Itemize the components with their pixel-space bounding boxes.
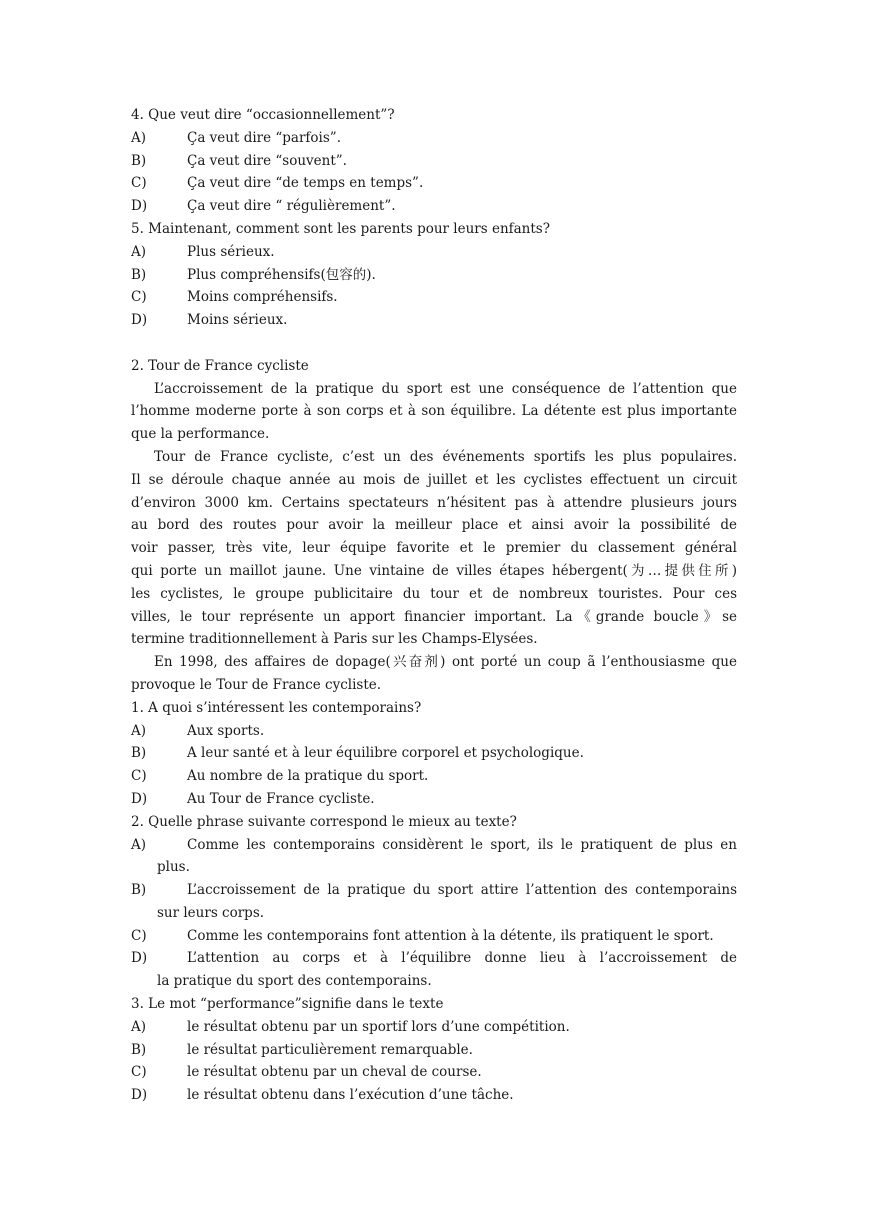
option-d	[131, 788, 737, 811]
paragraph-line: qui porte un maillot jaune. Une vintaine de villes étapes hébergent(为…提供住所)	[131, 562, 737, 579]
option-letter: B)	[131, 266, 147, 283]
paragraph-line: termine traditionnellement à Paris sur les Champs-Elysées.	[131, 631, 538, 648]
option-letter: B)	[131, 152, 147, 169]
option-letter: D)	[131, 312, 148, 329]
option-d	[131, 309, 737, 332]
option-text: Comme les contemporains font attention à la détente, ils pratiquent le sport.	[187, 927, 714, 944]
paragraph-line: L’accroissement de la pratique du sport est une conséquence de l’attention que	[154, 380, 737, 397]
option-text: Ça veut dire “ régulièrement”.	[187, 198, 396, 215]
paragraph-line: Tour de France cycliste, c’est un des événements sportifs les plus populaires.	[154, 448, 737, 465]
question-5: 5. Maintenant, comment sont les parents pour leurs enfants?	[131, 220, 550, 237]
paragraph-line: d’environ 3000 km. Certains spectateurs n’hésitent pas à attendre plusieurs jours	[131, 494, 737, 511]
option-letter: C)	[131, 175, 147, 192]
option-text: Plus sérieux.	[187, 243, 275, 260]
option-text: Au Tour de France cycliste.	[187, 790, 375, 807]
section-heading: 2. Tour de France cycliste	[131, 357, 309, 374]
option-d	[131, 195, 737, 218]
option-c	[131, 286, 737, 309]
option-letter: A)	[131, 1018, 147, 1035]
option-a	[131, 1016, 737, 1039]
option-text-continued: plus.	[157, 859, 190, 876]
option-c	[131, 172, 737, 195]
option-a	[131, 834, 737, 880]
option-letter: C)	[131, 1064, 147, 1081]
option-letter: B)	[131, 745, 147, 762]
paragraph-line: que la performance.	[131, 426, 270, 443]
paragraph-line: les cyclistes, le groupe publicitaire du tour et de nombreux touristes. Pour ces	[131, 585, 737, 602]
option-d	[131, 1084, 737, 1107]
option-c	[131, 925, 737, 948]
option-d	[131, 947, 737, 993]
paragraph-line: provoque le Tour de France cycliste.	[131, 676, 382, 693]
option-text: L’attention au corps et à l’équilibre donne lieu à l’accroissement de	[187, 950, 737, 967]
option-text: le résultat obtenu par un cheval de course.	[187, 1064, 482, 1081]
option-b	[131, 264, 737, 287]
option-text-continued: sur leurs corps.	[157, 904, 265, 921]
option-letter: B)	[131, 1041, 147, 1058]
option-a	[131, 127, 737, 150]
question-3: 3. Le mot “performance”signifie dans le texte	[131, 996, 444, 1013]
option-letter: C)	[131, 927, 147, 944]
option-letter: A)	[131, 129, 147, 146]
option-letter: C)	[131, 768, 147, 785]
option-b	[131, 150, 737, 173]
option-letter: A)	[131, 836, 147, 853]
paragraph-line: Il se déroule chaque année au mois de juillet et les cyclistes effectuent un circuit	[131, 471, 737, 488]
option-text: le résultat particulièrement remarquable.	[187, 1041, 473, 1058]
option-c	[131, 765, 737, 788]
paragraph-line: l’homme moderne porte à son corps et à son équilibre. La détente est plus importante	[131, 403, 737, 420]
option-text: le résultat obtenu dans l’exécution d’une tâche.	[187, 1087, 514, 1104]
option-text: Ça veut dire “de temps en temps”.	[187, 175, 424, 192]
option-text: le résultat obtenu par un sportif lors d’une compétition.	[187, 1018, 570, 1035]
option-a	[131, 720, 737, 743]
option-text-continued: la pratique du sport des contemporains.	[157, 973, 432, 990]
question-1: 1. A quoi s’intéressent les contemporains?	[131, 699, 422, 716]
paragraph-line: voir passer, très vite, leur équipe favorite et le premier du classement général	[131, 540, 737, 557]
option-text: Ça veut dire “souvent”.	[187, 152, 347, 169]
option-b	[131, 742, 737, 765]
option-b	[131, 879, 737, 925]
option-letter: D)	[131, 1087, 148, 1104]
option-letter: C)	[131, 289, 147, 306]
option-text: Ça veut dire “parfois”.	[187, 129, 341, 146]
paragraph-line: au bord des routes pour avoir la meilleur place et ainsi avoir la possibilité de	[131, 517, 737, 534]
option-letter: A)	[131, 722, 147, 739]
option-a	[131, 241, 737, 264]
question-2: 2. Quelle phrase suivante correspond le mieux au texte?	[131, 813, 517, 830]
option-letter: D)	[131, 790, 148, 807]
document-page	[131, 104, 737, 1107]
option-b	[131, 1039, 737, 1062]
option-letter: D)	[131, 198, 148, 215]
option-text: Moins sérieux.	[187, 312, 288, 329]
option-text: Comme les contemporains considèrent le sport, ils le pratiquent de plus en	[187, 836, 737, 853]
option-text: A leur santé et à leur équilibre corporel et psychologique.	[187, 745, 584, 762]
option-text: Au nombre de la pratique du sport.	[187, 768, 429, 785]
paragraph-line: En 1998, des affaires de dopage(兴奋剂) ont porté un coup ã l’enthousiasme que	[154, 654, 737, 671]
option-letter: B)	[131, 882, 147, 899]
option-letter: D)	[131, 950, 148, 967]
question-4: 4. Que veut dire “occasionnellement”?	[131, 107, 395, 123]
option-c	[131, 1061, 737, 1084]
option-letter: A)	[131, 243, 147, 260]
option-text: Plus compréhensifs(包容的).	[187, 266, 376, 283]
option-text: Moins compréhensifs.	[187, 289, 338, 306]
paragraph-line: villes, le tour représente un apport financier important. La《grande boucle》se	[131, 608, 737, 625]
option-text: L’accroissement de la pratique du sport attire l’attention des contemporains	[187, 882, 737, 899]
option-text: Aux sports.	[187, 722, 265, 739]
spacer	[131, 332, 737, 355]
